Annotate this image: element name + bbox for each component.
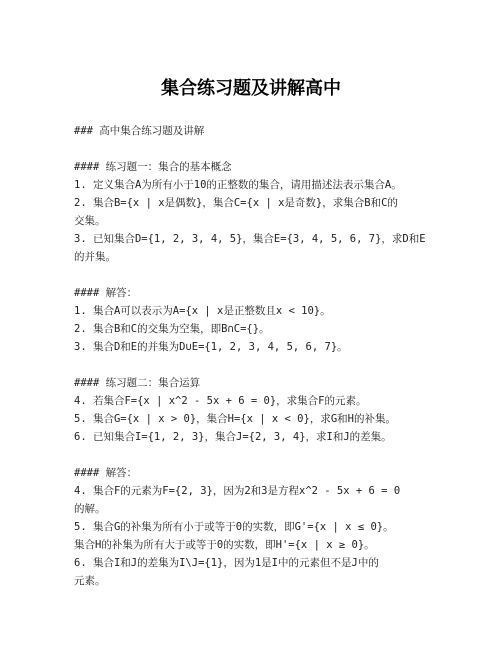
answer-4: 4. 集合F的元素为F={2, 3}，因为2和3是方程x^2 - 5x + 6 = 0 [74,485,401,497]
question-3-cont: 的并集。 [74,251,116,263]
heading-exercise-1: #### 练习题一：集合的基本概念 [74,161,232,173]
blank-line [74,356,434,374]
heading-main: ### 高中集合练习题及讲解 [74,125,205,137]
document-title: 集合练习题及讲解高中 [161,78,341,99]
question-6: 6. 已知集合I={1, 2, 3}，集合J={2, 3, 4}，求I和J的差集。 [74,431,392,443]
question-1: 1. 定义集合A为所有小于10的正整数的集合，请用描述法表示集合A。 [74,179,402,191]
answer-4-cont: 的解。 [74,503,106,515]
answer-3: 3. 集合D和E的并集为D∪E={1, 2, 3, 4, 5, 6, 7}。 [74,341,348,353]
answer-2: 2. 集合B和C的交集为空集，即B∩C={}。 [74,323,270,335]
heading-exercise-2: #### 练习题二：集合运算 [74,377,201,389]
question-3: 3. 已知集合D={1, 2, 3, 4, 5}，集合E={3, 4, 5, 6, 7}，求D和E [74,233,426,245]
answer-5-cont: 集合H的补集为所有大于或等于0的实数，即H'={x | x ≥ 0}。 [74,539,375,551]
blank-line [74,140,434,158]
question-2: 2. 集合B={x | x是偶数}，集合C={x | x是奇数}，求集合B和C的 [74,197,398,209]
question-5: 5. 集合G={x | x > 0}，集合H={x | x < 0}，求G和H的补集。 [74,413,396,425]
answer-6-cont: 元素。 [74,575,106,587]
heading-answers-1: #### 解答： [74,287,138,299]
heading-answers-2: #### 解答： [74,467,138,479]
question-4: 4. 若集合F={x | x^2 - 5x + 6 = 0}，求集合F的元素。 [74,395,367,407]
document-body [74,122,434,590]
answer-1: 1. 集合A可以表示为A={x | x是正整数且x < 10}。 [74,305,331,317]
answer-6: 6. 集合I和J的差集为I\J={1}，因为1是I中的元素但不是J中的 [74,557,379,569]
answer-5: 5. 集合G的补集为所有小于或等于0的实数，即G'={x | x ≤ 0}。 [74,521,394,533]
blank-line [74,446,434,464]
blank-line [74,266,434,284]
question-2-cont: 交集。 [74,215,106,227]
